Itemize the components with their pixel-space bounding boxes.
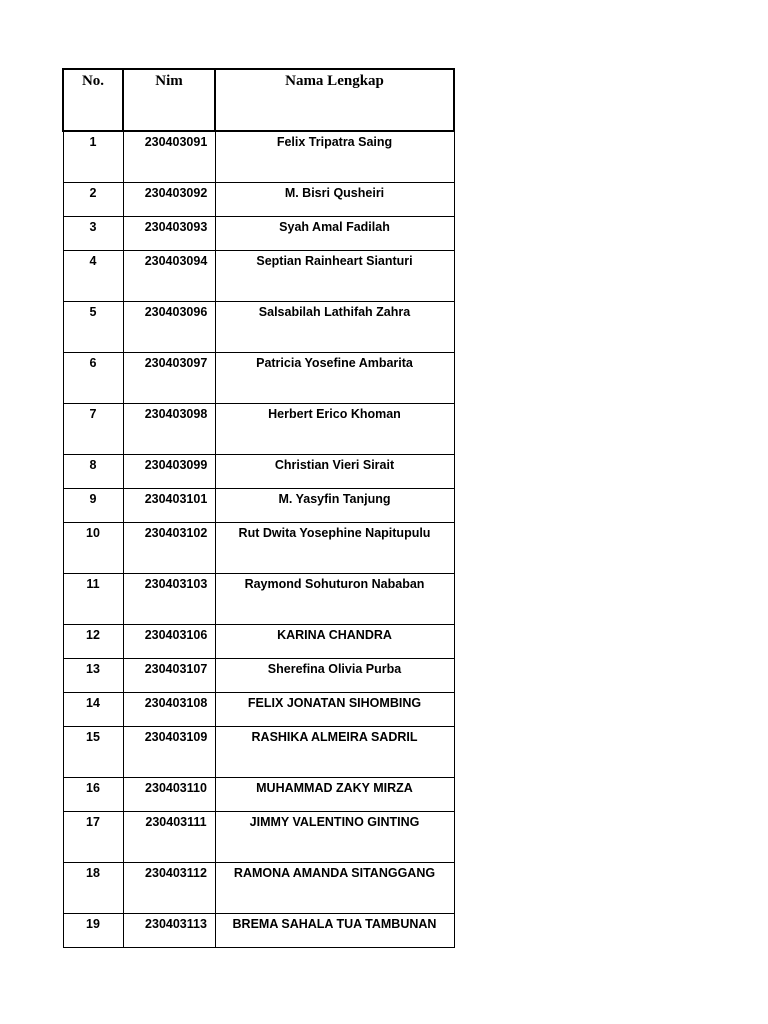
student-full-name: KARINA CHANDRA: [215, 625, 454, 659]
student-full-name: RAMONA AMANDA SITANGGANG: [215, 863, 454, 914]
student-full-name: BREMA SAHALA TUA TAMBUNAN: [215, 914, 454, 948]
row-number: 3: [63, 217, 123, 251]
student-nim: 230403112: [123, 863, 215, 914]
student-full-name: Patricia Yosefine Ambarita: [215, 353, 454, 404]
table-row: [63, 693, 454, 727]
row-number: 9: [63, 489, 123, 523]
student-nim: 230403110: [123, 778, 215, 812]
student-nim: 230403111: [123, 812, 215, 863]
table-row: [63, 455, 454, 489]
row-number: 5: [63, 302, 123, 353]
table-row: [63, 778, 454, 812]
table-row: [63, 659, 454, 693]
row-number: 6: [63, 353, 123, 404]
student-nim: 230403108: [123, 693, 215, 727]
table-row: [63, 302, 454, 353]
student-full-name: Felix Tripatra Saing: [215, 131, 454, 183]
table-header: [63, 69, 454, 131]
row-number: 11: [63, 574, 123, 625]
row-number: 18: [63, 863, 123, 914]
student-full-name: MUHAMMAD ZAKY MIRZA: [215, 778, 454, 812]
student-nim: 230403092: [123, 183, 215, 217]
row-number: 1: [63, 131, 123, 183]
table-row: [63, 914, 454, 948]
table-row: [63, 404, 454, 455]
table-row: [63, 353, 454, 404]
table-row: [63, 131, 454, 183]
row-number: 19: [63, 914, 123, 948]
table-row: [63, 625, 454, 659]
table-row: [63, 574, 454, 625]
row-number: 17: [63, 812, 123, 863]
row-number: 4: [63, 251, 123, 302]
student-full-name: Salsabilah Lathifah Zahra: [215, 302, 454, 353]
student-nim: 230403098: [123, 404, 215, 455]
student-nim: 230403109: [123, 727, 215, 778]
student-full-name: JIMMY VALENTINO GINTING: [215, 812, 454, 863]
row-number: 15: [63, 727, 123, 778]
student-nim: 230403113: [123, 914, 215, 948]
student-full-name: FELIX JONATAN SIHOMBING: [215, 693, 454, 727]
student-roster-table: [62, 68, 455, 948]
student-nim: 230403091: [123, 131, 215, 183]
row-number: 12: [63, 625, 123, 659]
table-body: [63, 131, 454, 948]
table-row: [63, 489, 454, 523]
student-nim: 230403097: [123, 353, 215, 404]
student-full-name: Septian Rainheart Sianturi: [215, 251, 454, 302]
row-number: 10: [63, 523, 123, 574]
student-nim: 230403102: [123, 523, 215, 574]
student-nim: 230403096: [123, 302, 215, 353]
row-number: 13: [63, 659, 123, 693]
student-full-name: Raymond Sohuturon Nababan: [215, 574, 454, 625]
table-row: [63, 812, 454, 863]
student-full-name: Syah Amal Fadilah: [215, 217, 454, 251]
student-nim: 230403094: [123, 251, 215, 302]
table-row: [63, 217, 454, 251]
header-nim: Nim: [123, 69, 215, 131]
header-name: Nama Lengkap: [215, 69, 454, 131]
row-number: 14: [63, 693, 123, 727]
table-row: [63, 183, 454, 217]
student-full-name: M. Yasyfin Tanjung: [215, 489, 454, 523]
student-nim: 230403101: [123, 489, 215, 523]
student-full-name: Rut Dwita Yosephine Napitupulu: [215, 523, 454, 574]
row-number: 7: [63, 404, 123, 455]
student-nim: 230403106: [123, 625, 215, 659]
student-full-name: M. Bisri Qusheiri: [215, 183, 454, 217]
row-number: 8: [63, 455, 123, 489]
header-row: [63, 69, 454, 131]
student-nim: 230403093: [123, 217, 215, 251]
table-row: [63, 523, 454, 574]
student-full-name: Christian Vieri Sirait: [215, 455, 454, 489]
student-full-name: Herbert Erico Khoman: [215, 404, 454, 455]
row-number: 16: [63, 778, 123, 812]
student-nim: 230403099: [123, 455, 215, 489]
table-row: [63, 251, 454, 302]
student-full-name: Sherefina Olivia Purba: [215, 659, 454, 693]
row-number: 2: [63, 183, 123, 217]
student-nim: 230403103: [123, 574, 215, 625]
student-full-name: RASHIKA ALMEIRA SADRIL: [215, 727, 454, 778]
header-no: No.: [63, 69, 123, 131]
table-row: [63, 727, 454, 778]
student-nim: 230403107: [123, 659, 215, 693]
table-row: [63, 863, 454, 914]
